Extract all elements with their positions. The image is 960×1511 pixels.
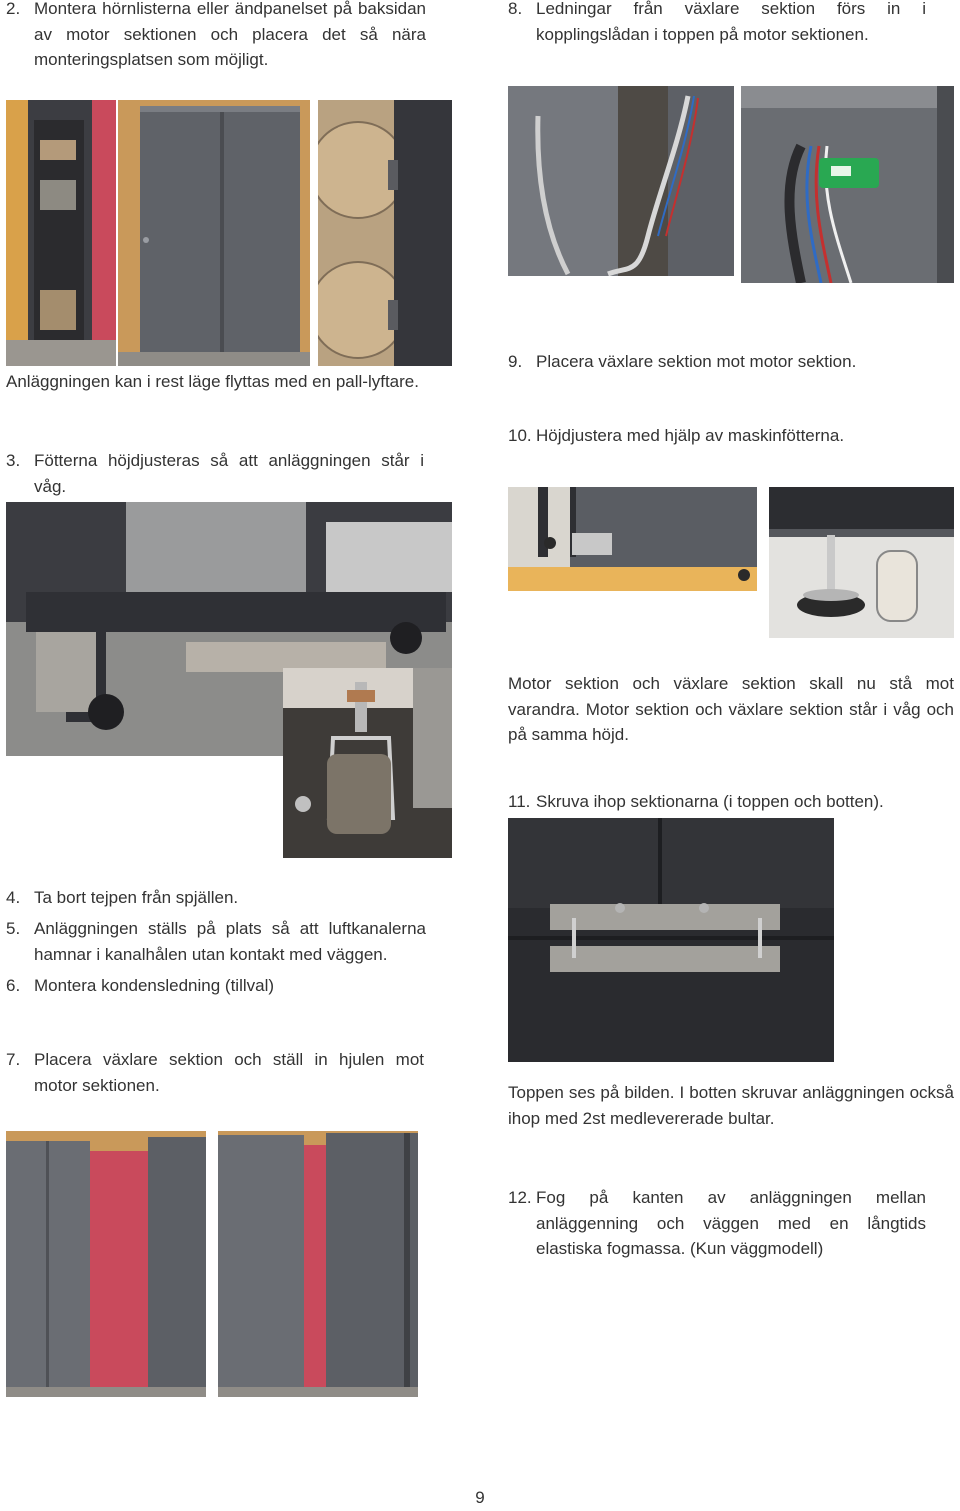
step-text: Montera kondensledning (tillval) [34, 976, 275, 995]
photo-machine-foot-closeup [769, 487, 954, 638]
step-text: Montera hörnlisterna eller ändpanelset på baksidan av motor sektionen och placera det så nära monteringsplatsen som möjligt. [34, 0, 426, 69]
step-text: Ta bort tejpen från spjällen. [34, 888, 239, 907]
photo-wheel-closeup [283, 668, 452, 858]
step-text: Placera växlare sektion och ställ in hjulen mot motor sektionen. [34, 1050, 424, 1095]
step-12 [508, 1185, 926, 1262]
step-2 [6, 0, 426, 73]
step-number: 9. [508, 352, 523, 371]
step-number: 5. [6, 919, 21, 938]
step-8 [508, 0, 926, 47]
step-number: 11. [508, 792, 531, 811]
step-9 [508, 349, 928, 375]
step-text: Placera växlare sektion mot motor sektion. [536, 352, 857, 371]
step-number: 7. [6, 1050, 21, 1069]
step-text: Fog på kanten av anläggningen mellan anläggenning och väggen med en långtids elastiska fogmassa. (Kun väggmodell) [536, 1188, 926, 1258]
step-number: 4. [6, 888, 21, 907]
step-number: 10. [508, 426, 532, 445]
photo-cables-panel [508, 86, 734, 276]
step-number: 12. [508, 1188, 532, 1207]
photo-sections-gap [218, 1131, 418, 1397]
step-6 [6, 973, 426, 999]
step-text: Anläggningen ställs på plats så att luftkanalerna hamnar i kanalhålen utan kontakt med väggen. [34, 919, 426, 964]
step-5 [6, 916, 426, 967]
photo-cable-gland [741, 86, 954, 283]
step-10 [508, 423, 928, 449]
photo-duct-holes-wall [318, 100, 452, 366]
photo-caption: Anläggningen kan i rest läge flyttas med en pall-lyftare. [6, 372, 419, 391]
page-number: 9 [475, 1488, 485, 1507]
photo-machine-feet-row [508, 487, 757, 591]
step-number: 8. [508, 0, 523, 18]
step-text: Skruva ihop sektionarna (i toppen och botten). [536, 792, 884, 811]
step-text: Höjdjustera med hjälp av maskinfötterna. [536, 426, 845, 445]
step-number: 3. [6, 451, 21, 470]
step-text: Fötterna höjdjusteras så att anläggningen står i våg. [34, 451, 424, 496]
paragraph-top-visible: Toppen ses på bilden. I botten skruvar anläggningen också ihop med 2st medlevererade bultar. [508, 1083, 954, 1128]
step-7 [6, 1047, 424, 1098]
photo-unit-side-panel [118, 100, 310, 366]
step-text: Ledningar från växlare sektion förs in i kopplingslådan i toppen på motor sektionen. [536, 0, 926, 44]
step-11 [508, 789, 928, 815]
step-3 [6, 448, 424, 499]
step-4 [6, 885, 426, 911]
step-number: 6. [6, 976, 21, 995]
step-number: 2. [6, 0, 21, 18]
photo-bolted-plates [508, 818, 834, 1062]
photo-sections-side-by-side [6, 1131, 206, 1397]
photo-unit-front-red-wall [6, 100, 116, 366]
paragraph-aligned: Motor sektion och växlare sektion skall nu stå mot varandra. Motor sektion och växlare sektion står i våg och på samma höjd. [508, 674, 954, 744]
